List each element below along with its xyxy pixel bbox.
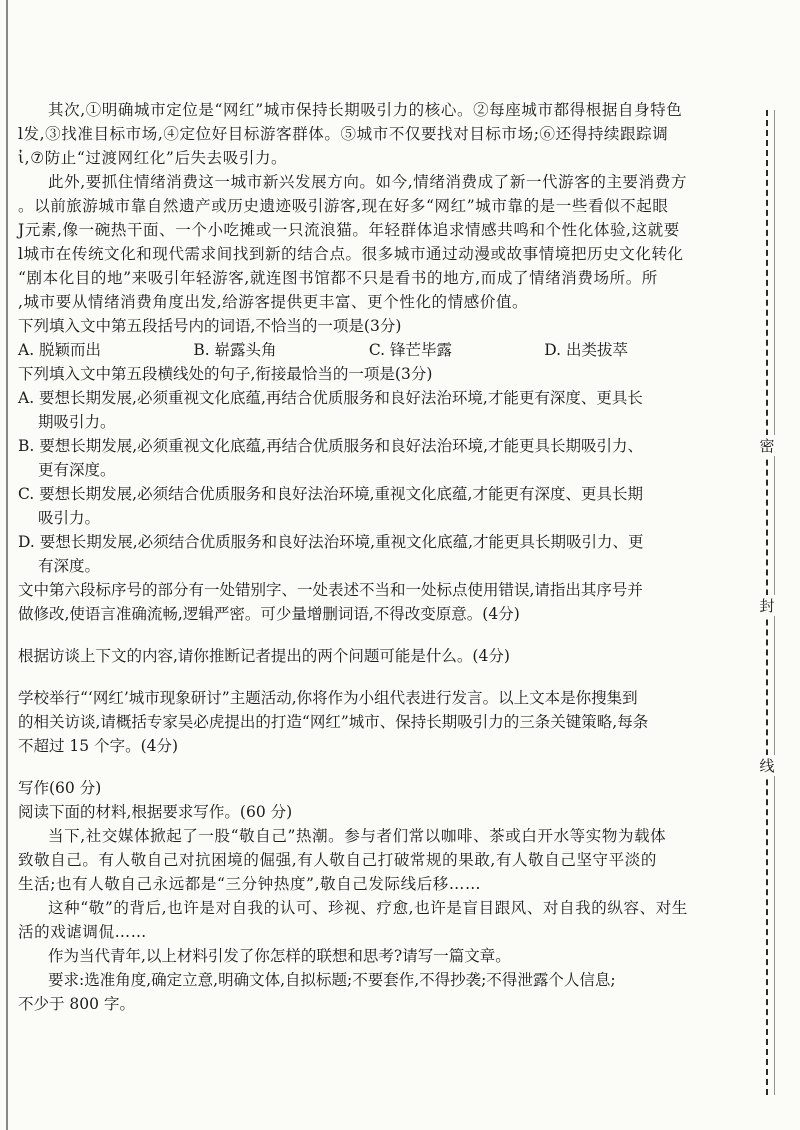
passage-line: l发,③找准目标市场,④定位好目标游客群体。⑤城市不仅要找对目标市场;⑥还得持续跟踪调 (18, 125, 669, 143)
passage-line: ἰ,⑦防止“过渡网红化”后失去吸引力。 (18, 149, 288, 167)
answer-space (18, 668, 728, 686)
passage-line: 其次,①明确城市定位是“网红”城市保持长期吸引力的核心。②每座城市都得根据自身特色 (48, 101, 683, 119)
question-infer: 根据访谈上下文的内容,请你推断记者提出的两个问题可能是什么。(4分) (18, 647, 510, 665)
question-correction: 文中第六段标序号的部分有一处错别字、一处表述不当和一处标点使用错误,请指出其序号并 (18, 581, 643, 599)
writing-instruction: 阅读下面的材料,根据要求写作。(60 分) (18, 803, 293, 821)
passage-line: l城市在传统文化和现代需求间找到新的结合点。很多城市通过动漫或故事情境把历史文化转化 (18, 245, 684, 263)
option-a: A. 脱颖而出 (18, 341, 102, 359)
passage-line: 此外,要抓住情绪消费这一城市新兴发展方向。如今,情绪消费成了新一代游客的主要消费方 (48, 173, 687, 191)
question-stem-words: 下列填入文中第五段括号内的词语,不恰当的一项是(3分) (18, 317, 402, 335)
material-line: 致敬自己。有人敬自己对抗困境的倔强,有人敬自己打破常规的果敢,有人敬自己坚守平淡的 (18, 851, 657, 869)
writing-prompt: 作为当代青年,以上材料引发了你怎样的联想和思考?请写一篇文章。 (48, 947, 511, 965)
writing-requirements-cont: 不少于 800 字。 (18, 995, 135, 1013)
question-summary-cont: 不超过 15 个字。(4分) (18, 737, 179, 755)
binding-char-feng: 封 (754, 595, 780, 616)
binding-line (752, 110, 782, 1095)
sentence-option-d-cont: 有深度。 (38, 557, 101, 575)
binding-char-xian: 线 (754, 755, 780, 776)
passage-line: “剧本化目的地”来吸引年轻游客,就连图书馆都不只是看书的地方,而成了情绪消费场所。所 (18, 269, 658, 287)
question-summary: 学校举行“‘网红’城市现象研讨”主题活动,你将作为小组代表进行发言。以上文本是你搜集到 (18, 689, 638, 707)
sentence-option-a-cont: 期吸引力。 (38, 413, 116, 431)
material-line: 这种“敬”的背后,也许是对自我的认可、珍视、疗愈,也许是盲目跟风、对自我的纵容、对生 (48, 899, 688, 917)
writing-heading: 写作(60 分) (18, 779, 102, 797)
exam-content (18, 98, 728, 1016)
sentence-option-b-cont: 更有深度。 (38, 461, 116, 479)
question-stem-sentence: 下列填入文中第五段横线处的句子,衔接最恰当的一项是(3分) (18, 365, 433, 383)
passage-line: 。以前旅游城市靠自然遗产或历史遗迹吸引游客,现在好多“网红”城市靠的是一些看似不起眼 (18, 197, 669, 215)
page-left-edge (6, 0, 8, 1130)
option-d: D. 出类拔萃 (544, 341, 628, 359)
sentence-option-c: C. 要想长期发展,必须结合优质服务和良好法治环境,重视文化底蕴,才能更有深度、更具长期 (18, 485, 643, 503)
sentence-option-d: D. 要想长期发展,必须结合优质服务和良好法治环境,重视文化底蕴,才能更具长期吸引力、更 (18, 533, 644, 551)
sentence-option-a: A. 要想长期发展,必须重视文化底蕴,再结合优质服务和良好法治环境,才能更有深度、更具长 (18, 389, 643, 407)
sentence-option-c-cont: 吸引力。 (38, 509, 101, 527)
answer-space (18, 758, 728, 776)
material-line: 生活;也有人敬自己永远都是“三分钟热度”,敬自己发际线后移…… (18, 875, 482, 893)
answer-space (18, 626, 728, 644)
question-correction-cont: 做修改,使语言准确流畅,逻辑严密。可少量增删词语,不得改变原意。(4分) (18, 605, 520, 623)
binding-char-mi: 密 (754, 435, 780, 456)
material-line: 当下,社交媒体掀起了一股“敬自己”热潮。参与者们常以咖啡、茶或白开水等实物为载体 (48, 827, 667, 845)
writing-requirements: 要求:选准角度,确定立意,明确文体,自拟标题;不要套作,不得抄袭;不得泄露个人信息; (48, 971, 616, 989)
passage-line: ,城市要从情绪消费角度出发,给游客提供更丰富、更个性化的情感价值。 (18, 293, 529, 311)
option-c: C. 锋芒毕露 (368, 341, 452, 359)
sentence-option-b: B. 要想长期发展,必须重视文化底蕴,再结合优质服务和良好法治环境,才能更具长期吸引力、 (18, 437, 644, 455)
material-line: 活的戏谑调侃…… (18, 923, 147, 941)
option-b: B. 崭露头角 (193, 341, 277, 359)
passage-line: J元素,像一碗热干面、一个小吃摊或一只流浪猫。年轻群体追求情感共鸣和个性化体验,这就要 (18, 221, 680, 239)
question-summary-cont: 的相关访谈,请概括专家吴必虎提出的打造“网红”城市、保持长期吸引力的三条关键策略,每条 (18, 713, 649, 731)
word-options (18, 338, 628, 362)
